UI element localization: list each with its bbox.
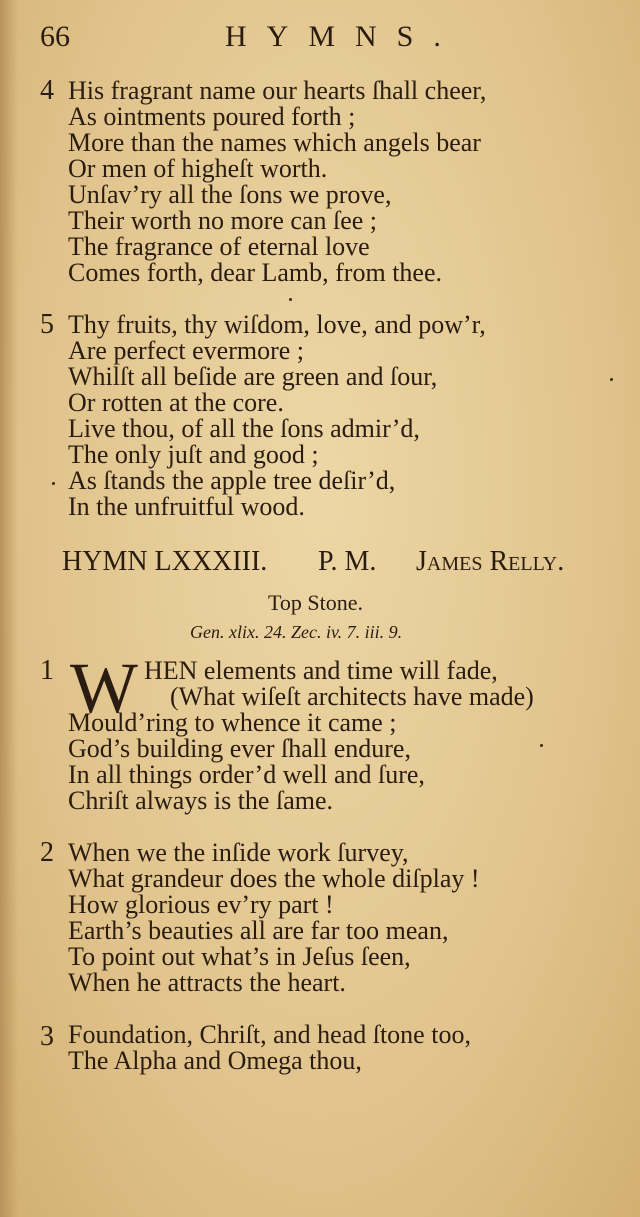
verse-line: His fragrant name our hearts ſhall cheer, (68, 76, 487, 105)
scripture-reference: Gen. xlix. 24. Zec. iv. 7. iii. 9. (190, 622, 403, 642)
verse-line: Live thou, of all the ſons admir’d, (68, 414, 420, 443)
verse-line: Their worth no more can ſee ; (68, 206, 377, 235)
verse-line: As ointments poured forth ; (68, 102, 356, 131)
verse-line: Are perfect evermore ; (68, 336, 305, 365)
verse-line: Comes forth, dear Lamb, from thee. (68, 258, 442, 287)
verse-line: More than the names which angels bear (68, 128, 481, 157)
verse-line: How glorious ev’ry part ! (68, 890, 334, 919)
verse-line: Chriſt always is the ſame. (68, 786, 334, 815)
verse-line: God’s building ever ſhall endure, (68, 734, 411, 763)
verse-line: The only juſt and good ; (68, 440, 319, 469)
verse-line: (What wiſeſt architects have made) (170, 682, 534, 711)
verse-line: As ſtands the apple tree deſir’d, (68, 466, 396, 495)
hymn-author: James Relly. (416, 546, 565, 577)
paper-speck (610, 378, 613, 381)
stanza-number: 3 (40, 1021, 54, 1052)
verse-line: Unſav’ry all the ſons we prove, (68, 180, 392, 209)
hymn-title: HYMN LXXXIII. (62, 546, 268, 577)
stanza-number: 2 (40, 837, 54, 868)
verse-line: The fragrance of eternal love (68, 232, 370, 261)
verse-line: HEN elements and time will fade, (144, 656, 498, 685)
verse-line: Earth’s beauties all are far too mean, (68, 916, 449, 945)
paper-speck (52, 482, 55, 485)
verse-line: Mould’ring to whence it came ; (68, 708, 397, 737)
verse-line: In all things order’d well and ſure, (68, 760, 425, 789)
page-edge-shadow (0, 0, 18, 1217)
verse-line: In the unfruitful wood. (68, 492, 305, 521)
hymn-subtitle: Top Stone. (268, 590, 364, 615)
paper-speck (289, 298, 292, 301)
verse-line: Whilſt all beſide are green and ſour, (68, 362, 438, 391)
verse-line: Thy fruits, thy wiſdom, love, and pow’r, (68, 310, 486, 339)
drop-cap: W (70, 648, 138, 728)
verse-line: Or men of higheſt worth. (68, 154, 328, 183)
verse-line: What grandeur does the whole diſplay ! (68, 864, 480, 893)
verse-line: Foundation, Chriſt, and head ſtone too, (68, 1020, 471, 1049)
verse-line: To point out what’s in Jeſus ſeen, (68, 942, 411, 971)
stanza-number: 5 (40, 309, 54, 340)
stanza-number: 1 (40, 655, 54, 686)
stanza-number: 4 (40, 75, 54, 106)
verse-line: Or rotten at the core. (68, 388, 284, 417)
paper-speck (540, 744, 543, 747)
hymn-meter: P. M. (318, 546, 377, 577)
verse-line: The Alpha and Omega thou, (68, 1046, 362, 1075)
running-head: HYMNS. (225, 20, 461, 53)
verse-line: When he attracts the heart. (68, 968, 346, 997)
verse-line: When we the inſide work ſurvey, (68, 838, 409, 867)
page-number: 66 (40, 20, 70, 53)
